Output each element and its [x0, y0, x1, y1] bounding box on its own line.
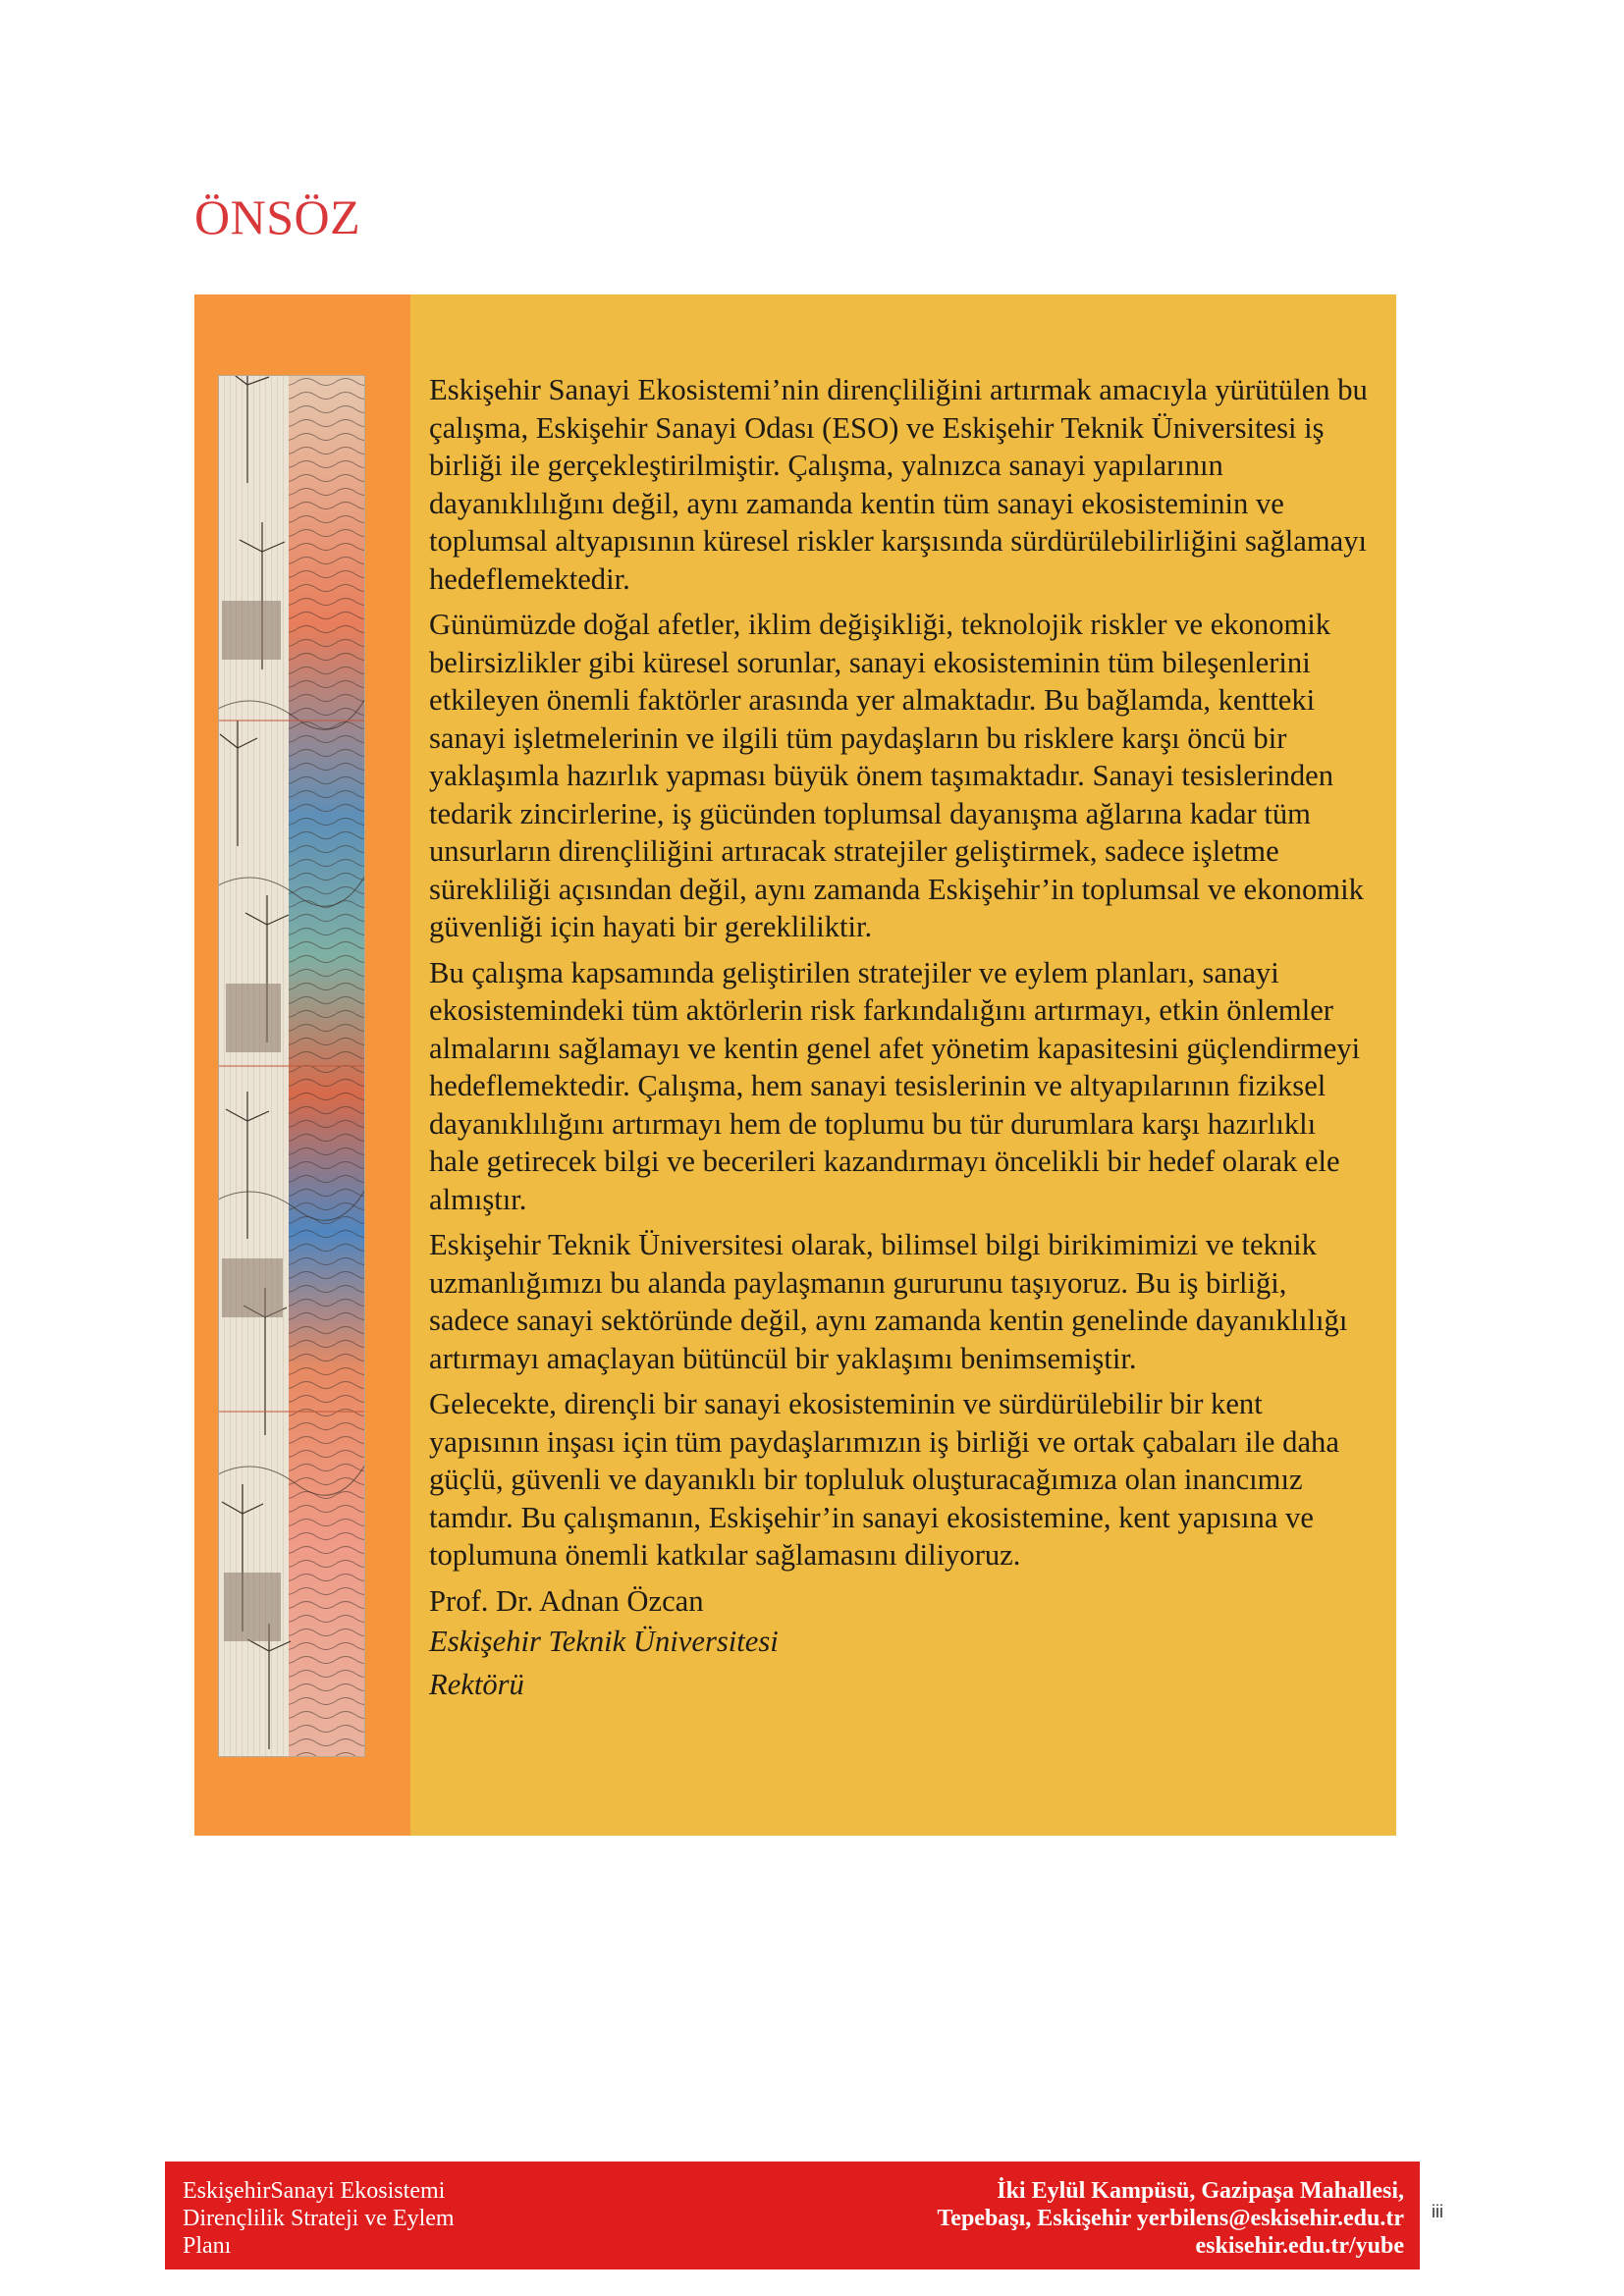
foreword-paragraph: Gelecekte, dirençli bir sanayi ekosisteminin ve sürdürülebilir bir kent yapısının inşası için tüm paydaşlarımızın iş birliği ve ortak çabaları ile daha güçlü, güvenli ve dayanıklı bir topluluk oluşturacağımıza olan inancımız tamdır. Bu çalışmanın, Eskişehir’in sanayi ekosistemine, kent yapısına ve toplumuna önemli katkılar sağlamasını diliyoruz. — [429, 1387, 1339, 1572]
page-footer — [165, 2162, 1420, 2269]
foreword-paragraph: Eskişehir Sanayi Ekosistemi’nin dirençliliğini artırmak amacıyla yürütülen bu çalışma, Eskişehir Sanayi Odası (ESO) ve Eskişehir Teknik Üniversitesi iş birliği ile gerçekleştirilmiştir. Çalışma, yalnızca sanayi yapılarının dayanıklılığını değil, aynı zamanda kentin tüm sanayi ekosisteminin ve toplumsal altyapısının küresel riskler karşısında sürdürülebilirliğini sağlamayı hedeflemektedir. — [429, 373, 1368, 596]
footer-title-line: Dirençlilik Strateji ve Eylem — [183, 2206, 455, 2231]
footer-email-line[interactable]: Tepebaşı, Eskişehir yerbilens@eskisehir.edu.tr — [937, 2206, 1404, 2231]
foreword-paragraph: Bu çalışma kapsamında geliştirilen stratejiler ve eylem planları, sanayi ekosistemindeki tüm aktörlerin risk farkındalığını artırmayı, etkin önlemler almalarını sağlamayı ve kentin genel afet yönetim kapasitesini güçlendirmeyi hedeflemektedir. Çalışma, hem sanayi tesislerinin ve altyapılarının fiziksel dayanıklılığını artırmayı hem de toplumu bu tür durumlara karşı hazırlıklı hale getirecek bilgi ve becerileri kazandırmayı öncelikli bir hedef olarak ele almıştır. — [429, 955, 1361, 1216]
footer-title-line: Planı — [183, 2233, 232, 2259]
foreword-content — [429, 371, 1372, 1706]
footer-document-title — [183, 2177, 455, 2260]
footer-address-line: İki Eylül Kampüsü, Gazipaşa Mahallesi, — [997, 2178, 1404, 2204]
signature-name: Prof. Dr. Adnan Özcan — [429, 1583, 704, 1618]
footer-title-line: EskişehirSanayi Ekosistemi — [183, 2178, 446, 2204]
foreword-paragraph: Günümüzde doğal afetler, iklim değişikliği, teknolojik riskler ve ekonomik belirsizlikler gibi küresel sorunlar, sanayi ekosisteminin tüm bileşenlerini etkileyen önemli faktörler arasında yer almaktadır. Bu bağlamda, kentteki sanayi işletmelerinin ve ilgili tüm paydaşların bu risklere karşı öncü bir yaklaşımla hazırlık yapması büyük önem taşımaktadır. Sanayi tesislerinden tedarik zincirlerine, iş gücünden toplumsal dayanışma ağlarına kadar tüm unsurların dirençliliğini artıracak stratejiler geliştirmek, sadece işletme sürekliliği açısından değil, aynı zamanda Eskişehir’in toplumsal ve ekonomik güvenliği için hayati bir gerekliliktir. — [429, 608, 1364, 943]
page-title: ÖNSÖZ — [194, 189, 361, 244]
footer-website-link[interactable]: eskisehir.edu.tr/yube — [1195, 2233, 1404, 2259]
signature-role: Rektörü — [429, 1668, 524, 1701]
foreword-paragraph: Eskişehir Teknik Üniversitesi olarak, bilimsel bilgi birikimimizi ve teknik uzmanlığımızı bu alanda paylaşmanın gururunu taşıyoruz. Bu iş birliği, sadece sanayi sektöründe değil, aynı zamanda kentin genelinde dayanıklılığı artırmayı amaçlayan bütüncül bir yaklaşımı benimsemiştir. — [429, 1228, 1348, 1375]
signature-institution: Eskişehir Teknik Üniversitesi — [429, 1625, 779, 1658]
industrial-wind-turbine-artwork-icon — [218, 375, 365, 1757]
page-number: iii — [1432, 2202, 1443, 2221]
footer-contact — [937, 2177, 1404, 2260]
